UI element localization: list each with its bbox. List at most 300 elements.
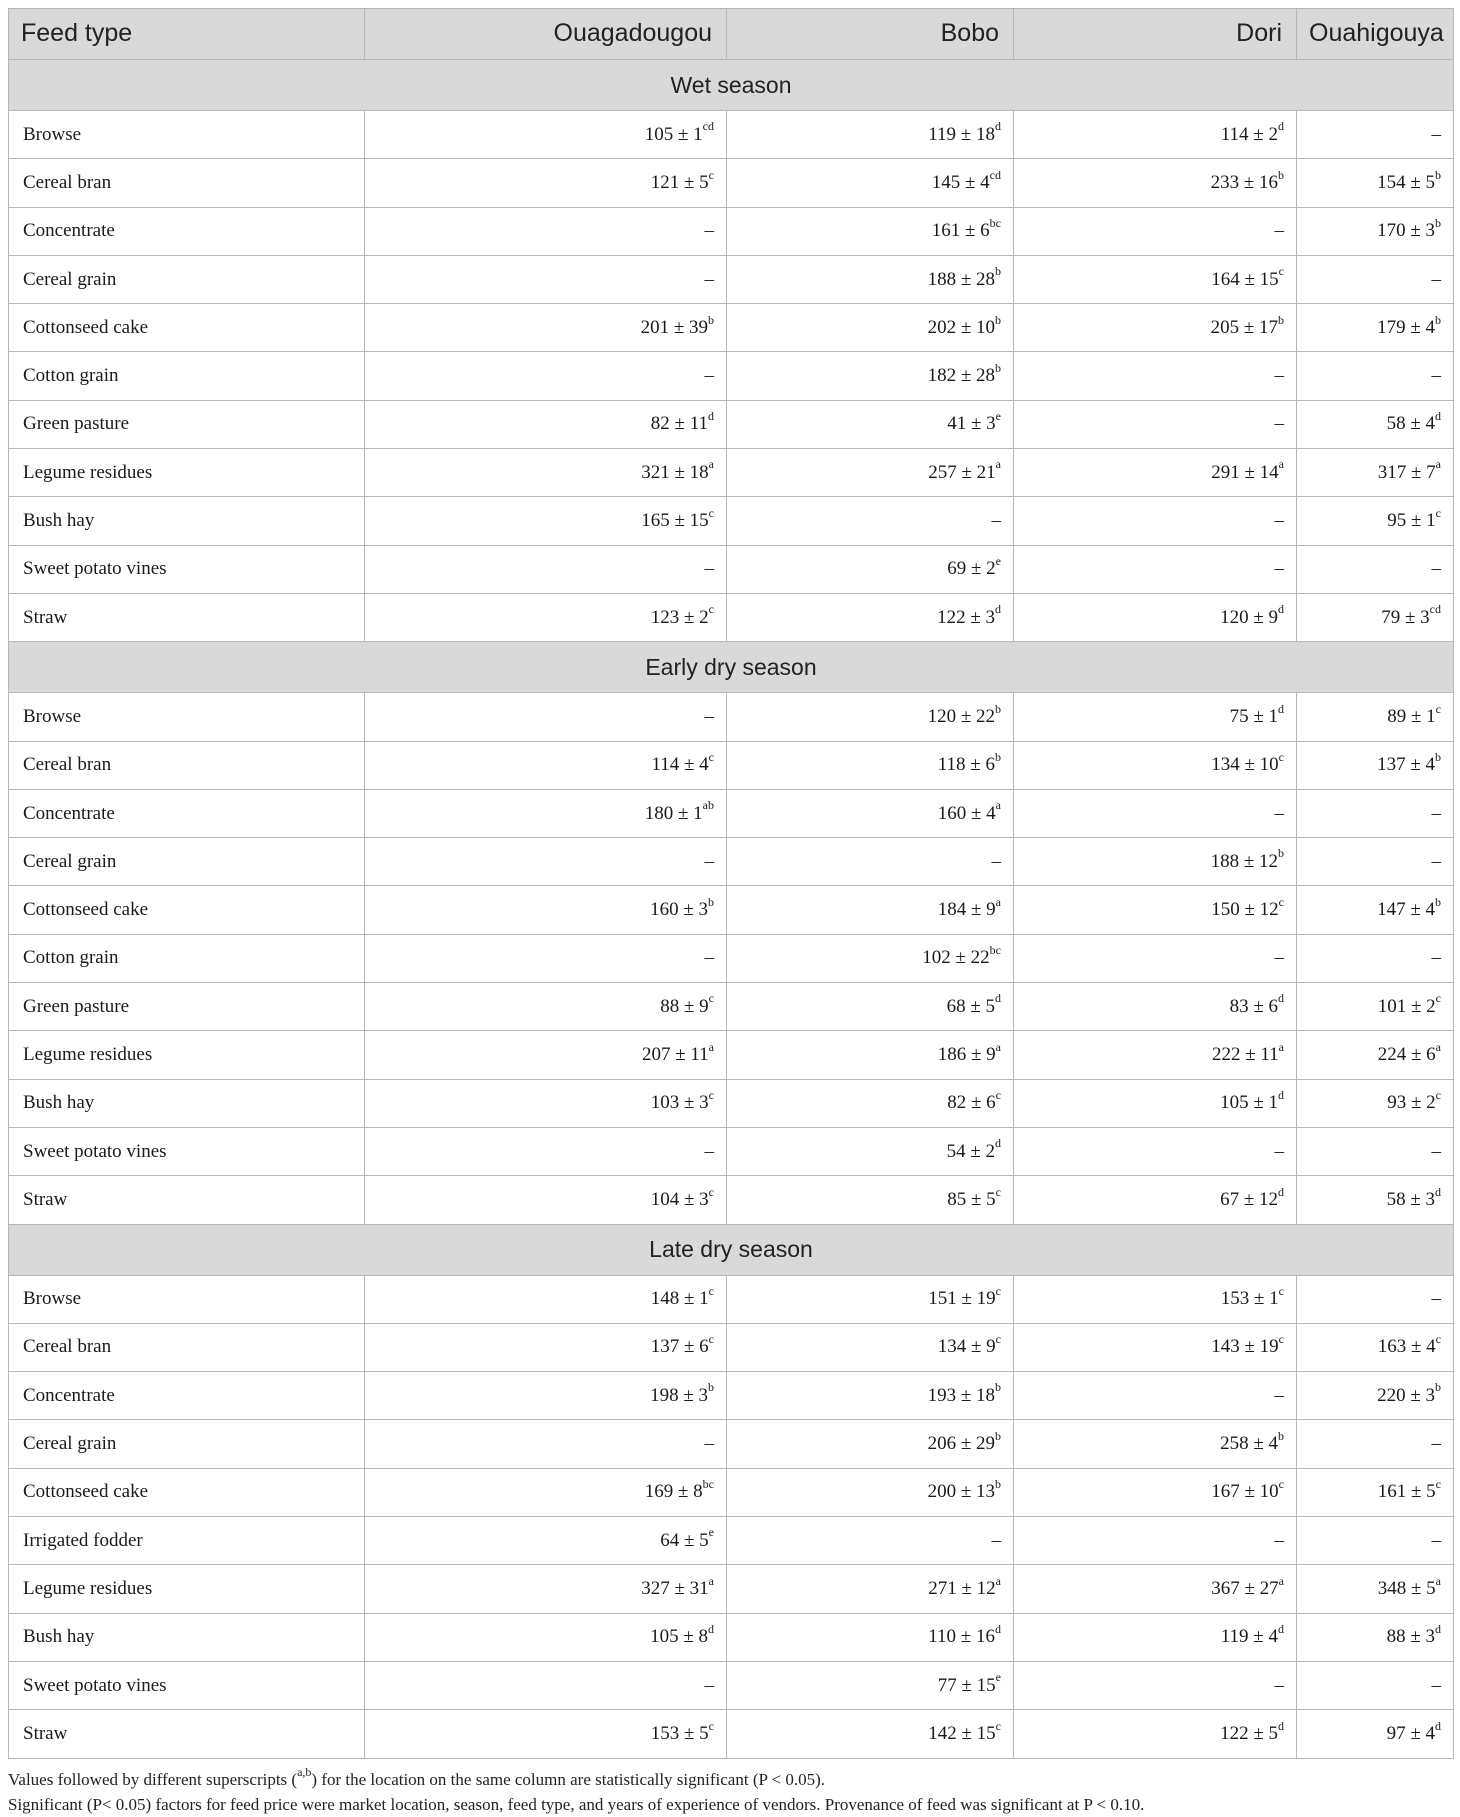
price-value: 198 ± 3 xyxy=(650,1384,708,1406)
price-cell xyxy=(1297,159,1454,207)
feed-price-table xyxy=(8,8,1454,1759)
significance-superscript: b xyxy=(995,360,1001,375)
significance-superscript: c xyxy=(708,1718,714,1733)
price-cell xyxy=(365,789,727,837)
table-header xyxy=(9,9,1454,60)
price-value: 163 ± 4 xyxy=(1377,1336,1436,1358)
price-cell xyxy=(1014,1176,1297,1224)
significance-superscript: b xyxy=(708,312,714,327)
significance-superscript: c xyxy=(708,1332,714,1347)
significance-superscript: b xyxy=(1435,215,1441,230)
feed-type-cell: Green pasture xyxy=(9,983,365,1031)
price-value: – xyxy=(1431,123,1441,145)
price-value: 224 ± 6 xyxy=(1377,1043,1436,1065)
price-cell xyxy=(365,352,727,400)
price-cell xyxy=(1297,1323,1454,1371)
price-value: 134 ± 9 xyxy=(937,1336,996,1358)
price-value: – xyxy=(1431,1433,1441,1455)
significance-superscript: a xyxy=(995,1039,1001,1054)
price-cell xyxy=(727,983,1014,1031)
price-value: 118 ± 6 xyxy=(937,754,995,776)
price-value: 58 ± 4 xyxy=(1386,413,1435,435)
significance-superscript: a xyxy=(708,1573,714,1588)
price-value: 150 ± 12 xyxy=(1211,899,1279,921)
price-cell xyxy=(365,983,727,1031)
significance-superscript: d xyxy=(1278,1718,1284,1733)
price-cell xyxy=(727,304,1014,352)
price-value: 105 ± 1 xyxy=(644,123,703,145)
price-cell xyxy=(727,207,1014,255)
table-row xyxy=(9,400,1454,448)
price-cell xyxy=(1014,545,1297,593)
price-value: 182 ± 28 xyxy=(927,365,995,387)
table-row xyxy=(9,1613,1454,1661)
significance-superscript: c xyxy=(1435,1087,1441,1102)
table-row xyxy=(9,1565,1454,1613)
price-value: 137 ± 4 xyxy=(1377,754,1435,776)
price-value: 258 ± 4 xyxy=(1220,1433,1278,1455)
significance-superscript: bc xyxy=(702,1477,714,1492)
table-row xyxy=(9,1710,1454,1758)
footnote-significance: Significant (P< 0.05) factors for feed price were market location, season, feed type, and years of experience of vendors. Provenance of feed was significant at P < 0.10. xyxy=(8,1795,1145,1814)
feed-type-cell: Straw xyxy=(9,593,365,641)
price-cell xyxy=(727,693,1014,741)
price-cell xyxy=(365,304,727,352)
header-bobo: Bobo xyxy=(727,9,1014,60)
price-cell xyxy=(1014,1079,1297,1127)
price-cell xyxy=(1014,159,1297,207)
table-row xyxy=(9,886,1454,934)
price-value: 145 ± 4 xyxy=(931,171,990,193)
price-value: – xyxy=(991,850,1001,872)
table-row xyxy=(9,983,1454,1031)
price-value: 179 ± 4 xyxy=(1377,316,1435,338)
feed-type-cell: Cereal grain xyxy=(9,838,365,886)
table-row xyxy=(9,1079,1454,1127)
price-value: 82 ± 6 xyxy=(947,1092,996,1114)
price-value: 97 ± 4 xyxy=(1386,1722,1435,1744)
significance-superscript: c xyxy=(708,1087,714,1102)
feed-type-cell: Sweet potato vines xyxy=(9,1661,365,1709)
price-value: 67 ± 12 xyxy=(1220,1188,1278,1210)
significance-superscript: d xyxy=(995,119,1001,134)
price-cell xyxy=(1297,1468,1454,1516)
table-body xyxy=(9,60,1454,1759)
significance-superscript: c xyxy=(995,1184,1001,1199)
significance-superscript: b xyxy=(1435,167,1441,182)
price-value: – xyxy=(1431,1288,1441,1310)
season-header-row xyxy=(9,60,1454,111)
significance-superscript: b xyxy=(1435,312,1441,327)
price-cell xyxy=(1297,111,1454,159)
table-row xyxy=(9,1031,1454,1079)
price-cell xyxy=(365,497,727,545)
price-value: 104 ± 3 xyxy=(650,1188,709,1210)
significance-superscript: cd xyxy=(702,119,714,134)
price-value: 161 ± 6 xyxy=(931,220,990,242)
price-value: 188 ± 28 xyxy=(927,268,995,290)
price-cell xyxy=(1014,934,1297,982)
price-cell xyxy=(1014,1661,1297,1709)
price-cell xyxy=(727,593,1014,641)
significance-superscript: d xyxy=(1435,1718,1441,1733)
price-value: – xyxy=(1274,1384,1284,1406)
price-cell xyxy=(365,255,727,303)
significance-superscript: cd xyxy=(1429,602,1441,617)
significance-superscript: d xyxy=(995,1621,1001,1636)
price-value: – xyxy=(1431,850,1441,872)
price-cell xyxy=(727,497,1014,545)
table-row xyxy=(9,497,1454,545)
table-row xyxy=(9,693,1454,741)
price-cell xyxy=(365,1661,727,1709)
price-value: – xyxy=(1274,220,1284,242)
feed-type-cell: Cereal bran xyxy=(9,741,365,789)
price-cell xyxy=(727,1127,1014,1175)
price-cell xyxy=(727,1613,1014,1661)
significance-superscript: d xyxy=(1278,1184,1284,1199)
significance-superscript: d xyxy=(1278,991,1284,1006)
price-cell xyxy=(727,1468,1014,1516)
price-value: – xyxy=(991,510,1001,532)
price-cell xyxy=(727,111,1014,159)
price-value: 180 ± 1 xyxy=(644,802,703,824)
price-value: 200 ± 13 xyxy=(927,1481,995,1503)
price-value: 220 ± 3 xyxy=(1377,1384,1435,1406)
significance-superscript: c xyxy=(708,167,714,182)
significance-superscript: d xyxy=(1278,1621,1284,1636)
price-cell xyxy=(365,1323,727,1371)
significance-superscript: c xyxy=(1278,894,1284,909)
price-cell xyxy=(365,886,727,934)
price-cell xyxy=(1014,1372,1297,1420)
price-value: 207 ± 11 xyxy=(641,1043,709,1065)
price-value: 160 ± 4 xyxy=(937,802,996,824)
price-cell xyxy=(365,1420,727,1468)
feed-type-cell: Green pasture xyxy=(9,400,365,448)
feed-type-cell: Cereal bran xyxy=(9,1323,365,1371)
price-cell xyxy=(1297,934,1454,982)
price-value: – xyxy=(1274,802,1284,824)
price-value: 257 ± 21 xyxy=(928,461,996,483)
price-cell xyxy=(727,1517,1014,1565)
price-value: 119 ± 4 xyxy=(1220,1626,1278,1648)
table-row xyxy=(9,352,1454,400)
season-title: Early dry season xyxy=(9,642,1454,693)
price-cell xyxy=(727,255,1014,303)
price-cell xyxy=(1014,111,1297,159)
significance-superscript: b xyxy=(1435,1380,1441,1395)
table-row xyxy=(9,1517,1454,1565)
price-value: 142 ± 15 xyxy=(928,1722,996,1744)
significance-superscript: c xyxy=(708,1283,714,1298)
significance-superscript: c xyxy=(708,1184,714,1199)
price-value: 83 ± 6 xyxy=(1229,995,1278,1017)
price-cell xyxy=(1297,255,1454,303)
significance-superscript: a xyxy=(1435,457,1441,472)
feed-type-cell: Bush hay xyxy=(9,1079,365,1127)
price-cell xyxy=(365,449,727,497)
significance-superscript: a xyxy=(1278,1573,1284,1588)
price-value: – xyxy=(704,850,714,872)
significance-superscript: c xyxy=(1278,1283,1284,1298)
feed-type-cell: Straw xyxy=(9,1710,365,1758)
price-value: 79 ± 3 xyxy=(1381,606,1430,628)
feed-type-cell: Bush hay xyxy=(9,1613,365,1661)
price-value: – xyxy=(1431,558,1441,580)
price-cell xyxy=(1297,886,1454,934)
price-value: – xyxy=(1274,1140,1284,1162)
price-value: 165 ± 15 xyxy=(641,510,709,532)
significance-superscript: b xyxy=(1278,1428,1284,1443)
price-value: – xyxy=(704,1674,714,1696)
price-cell xyxy=(1297,1127,1454,1175)
price-cell xyxy=(1014,207,1297,255)
price-cell xyxy=(1297,1275,1454,1323)
price-cell xyxy=(727,1031,1014,1079)
price-cell xyxy=(365,111,727,159)
price-value: – xyxy=(1274,1674,1284,1696)
price-value: 119 ± 18 xyxy=(928,123,995,145)
table-row xyxy=(9,255,1454,303)
price-cell xyxy=(1297,1079,1454,1127)
price-value: 68 ± 5 xyxy=(946,995,995,1017)
feed-type-cell: Legume residues xyxy=(9,449,365,497)
price-cell xyxy=(365,838,727,886)
significance-superscript: c xyxy=(708,505,714,520)
price-value: 160 ± 3 xyxy=(650,899,708,921)
feed-price-table-container xyxy=(8,8,1453,1759)
price-cell xyxy=(365,1565,727,1613)
significance-superscript: b xyxy=(1278,312,1284,327)
price-cell xyxy=(1297,1661,1454,1709)
table-row xyxy=(9,545,1454,593)
price-cell xyxy=(1014,1565,1297,1613)
price-cell xyxy=(365,593,727,641)
price-cell xyxy=(727,1661,1014,1709)
price-value: 233 ± 16 xyxy=(1210,171,1278,193)
table-row xyxy=(9,304,1454,352)
significance-superscript: e xyxy=(995,409,1001,424)
price-value: 58 ± 3 xyxy=(1386,1188,1435,1210)
price-cell xyxy=(727,159,1014,207)
price-value: 110 ± 16 xyxy=(928,1626,995,1648)
significance-superscript: a xyxy=(995,798,1001,813)
feed-type-cell: Cereal bran xyxy=(9,159,365,207)
feed-type-cell: Cereal grain xyxy=(9,1420,365,1468)
season-header-row xyxy=(9,642,1454,693)
price-cell xyxy=(365,1517,727,1565)
price-cell xyxy=(1297,1517,1454,1565)
feed-type-cell: Browse xyxy=(9,693,365,741)
significance-superscript: a xyxy=(1278,457,1284,472)
price-value: 89 ± 1 xyxy=(1387,705,1436,727)
season-title: Wet season xyxy=(9,60,1454,111)
price-cell xyxy=(1297,207,1454,255)
price-value: – xyxy=(704,220,714,242)
price-value: 82 ± 11 xyxy=(650,413,708,435)
price-value: 114 ± 4 xyxy=(651,754,709,776)
significance-superscript: d xyxy=(995,991,1001,1006)
price-value: – xyxy=(1274,413,1284,435)
price-cell xyxy=(1297,1565,1454,1613)
significance-superscript: a xyxy=(708,457,714,472)
season-header-row xyxy=(9,1224,1454,1275)
price-cell xyxy=(1014,1710,1297,1758)
price-value: 102 ± 22 xyxy=(922,947,990,969)
price-value: – xyxy=(704,705,714,727)
price-value: – xyxy=(1431,1140,1441,1162)
price-value: 122 ± 5 xyxy=(1220,1722,1278,1744)
price-cell xyxy=(727,400,1014,448)
significance-superscript: b xyxy=(708,894,714,909)
price-cell xyxy=(727,1176,1014,1224)
price-value: 348 ± 5 xyxy=(1377,1577,1436,1599)
price-cell xyxy=(1297,449,1454,497)
price-cell xyxy=(1014,255,1297,303)
feed-type-cell: Irrigated fodder xyxy=(9,1517,365,1565)
footnote-superscripts: Values followed by different superscripts ($^{a,b}$) for the location on the same column are statistically significant (P < 0.05). xyxy=(8,1765,826,1789)
price-cell xyxy=(1297,1372,1454,1420)
price-value: 77 ± 15 xyxy=(937,1674,996,1696)
price-value: 120 ± 9 xyxy=(1220,606,1278,628)
price-cell xyxy=(1297,400,1454,448)
feed-type-cell: Cotton grain xyxy=(9,352,365,400)
price-cell xyxy=(365,159,727,207)
price-value: 169 ± 8 xyxy=(644,1481,703,1503)
price-value: 95 ± 1 xyxy=(1387,510,1436,532)
price-cell xyxy=(1297,1613,1454,1661)
price-value: 184 ± 9 xyxy=(937,899,996,921)
price-value: 41 ± 3 xyxy=(947,413,996,435)
significance-superscript: b xyxy=(995,264,1001,279)
table-row xyxy=(9,1275,1454,1323)
price-value: 164 ± 15 xyxy=(1211,268,1279,290)
significance-superscript: a xyxy=(995,1573,1001,1588)
price-cell xyxy=(365,1079,727,1127)
significance-superscript: c xyxy=(1435,505,1441,520)
price-cell xyxy=(727,1079,1014,1127)
price-value: – xyxy=(1274,947,1284,969)
price-cell xyxy=(1014,838,1297,886)
feed-type-cell: Cereal grain xyxy=(9,255,365,303)
table-row xyxy=(9,838,1454,886)
significance-superscript: a xyxy=(995,894,1001,909)
significance-superscript: c xyxy=(995,1332,1001,1347)
significance-superscript: d xyxy=(1435,409,1441,424)
price-value: 148 ± 1 xyxy=(650,1288,709,1310)
price-cell xyxy=(1014,497,1297,545)
price-value: 54 ± 2 xyxy=(946,1140,995,1162)
price-value: 188 ± 12 xyxy=(1210,850,1278,872)
price-value: – xyxy=(991,1529,1001,1551)
price-value: 75 ± 1 xyxy=(1229,705,1278,727)
significance-superscript: d xyxy=(708,1621,714,1636)
significance-superscript: b xyxy=(1278,167,1284,182)
price-cell xyxy=(365,741,727,789)
significance-superscript: ab xyxy=(702,798,714,813)
price-cell xyxy=(1014,593,1297,641)
price-value: – xyxy=(704,558,714,580)
price-value: 137 ± 6 xyxy=(650,1336,709,1358)
price-value: – xyxy=(1431,802,1441,824)
price-cell xyxy=(1014,789,1297,837)
price-cell xyxy=(727,1565,1014,1613)
significance-superscript: c xyxy=(995,1718,1001,1733)
price-cell xyxy=(1297,545,1454,593)
table-row xyxy=(9,1323,1454,1371)
price-cell xyxy=(1297,789,1454,837)
price-cell xyxy=(1297,741,1454,789)
price-value: 120 ± 22 xyxy=(927,705,995,727)
significance-superscript: a xyxy=(1435,1039,1441,1054)
price-value: 69 ± 2 xyxy=(947,558,996,580)
price-value: – xyxy=(1431,268,1441,290)
price-value: 114 ± 2 xyxy=(1220,123,1278,145)
significance-superscript: cd xyxy=(989,167,1001,182)
price-cell xyxy=(1014,1517,1297,1565)
significance-superscript: c xyxy=(995,1087,1001,1102)
table-row xyxy=(9,1420,1454,1468)
price-cell xyxy=(365,1031,727,1079)
price-value: 222 ± 11 xyxy=(1211,1043,1279,1065)
price-cell xyxy=(1297,1176,1454,1224)
significance-superscript: b xyxy=(708,1380,714,1395)
price-cell xyxy=(727,352,1014,400)
price-cell xyxy=(1297,983,1454,1031)
price-value: 64 ± 5 xyxy=(660,1529,709,1551)
significance-superscript: b xyxy=(995,749,1001,764)
table-row xyxy=(9,1372,1454,1420)
significance-superscript: a xyxy=(708,1039,714,1054)
feed-type-cell: Concentrate xyxy=(9,207,365,255)
price-value: 193 ± 18 xyxy=(927,1384,995,1406)
price-cell xyxy=(727,1710,1014,1758)
price-value: 88 ± 3 xyxy=(1386,1626,1435,1648)
feed-type-cell: Straw xyxy=(9,1176,365,1224)
significance-superscript: c xyxy=(1435,991,1441,1006)
feed-type-cell: Sweet potato vines xyxy=(9,1127,365,1175)
header-ouahigouya: Ouahigouya xyxy=(1297,9,1454,60)
price-cell xyxy=(1014,400,1297,448)
price-cell xyxy=(1297,352,1454,400)
price-cell xyxy=(1014,983,1297,1031)
significance-superscript: c xyxy=(708,991,714,1006)
price-value: – xyxy=(704,947,714,969)
significance-superscript: a xyxy=(1435,1573,1441,1588)
table-row xyxy=(9,111,1454,159)
price-value: 291 ± 14 xyxy=(1211,461,1279,483)
significance-superscript: c xyxy=(1435,701,1441,716)
price-value: – xyxy=(704,365,714,387)
price-cell xyxy=(727,449,1014,497)
price-cell xyxy=(365,693,727,741)
feed-type-cell: Cottonseed cake xyxy=(9,1468,365,1516)
price-value: – xyxy=(704,1433,714,1455)
price-cell xyxy=(365,1710,727,1758)
price-value: 121 ± 5 xyxy=(650,171,709,193)
feed-type-cell: Cottonseed cake xyxy=(9,886,365,934)
price-cell xyxy=(365,1372,727,1420)
price-cell xyxy=(365,400,727,448)
price-cell xyxy=(1297,1420,1454,1468)
price-cell xyxy=(1014,1468,1297,1516)
feed-type-cell: Concentrate xyxy=(9,789,365,837)
price-value: 134 ± 10 xyxy=(1211,754,1279,776)
price-value: – xyxy=(1431,1529,1441,1551)
price-cell xyxy=(1014,304,1297,352)
significance-superscript: bc xyxy=(989,215,1001,230)
